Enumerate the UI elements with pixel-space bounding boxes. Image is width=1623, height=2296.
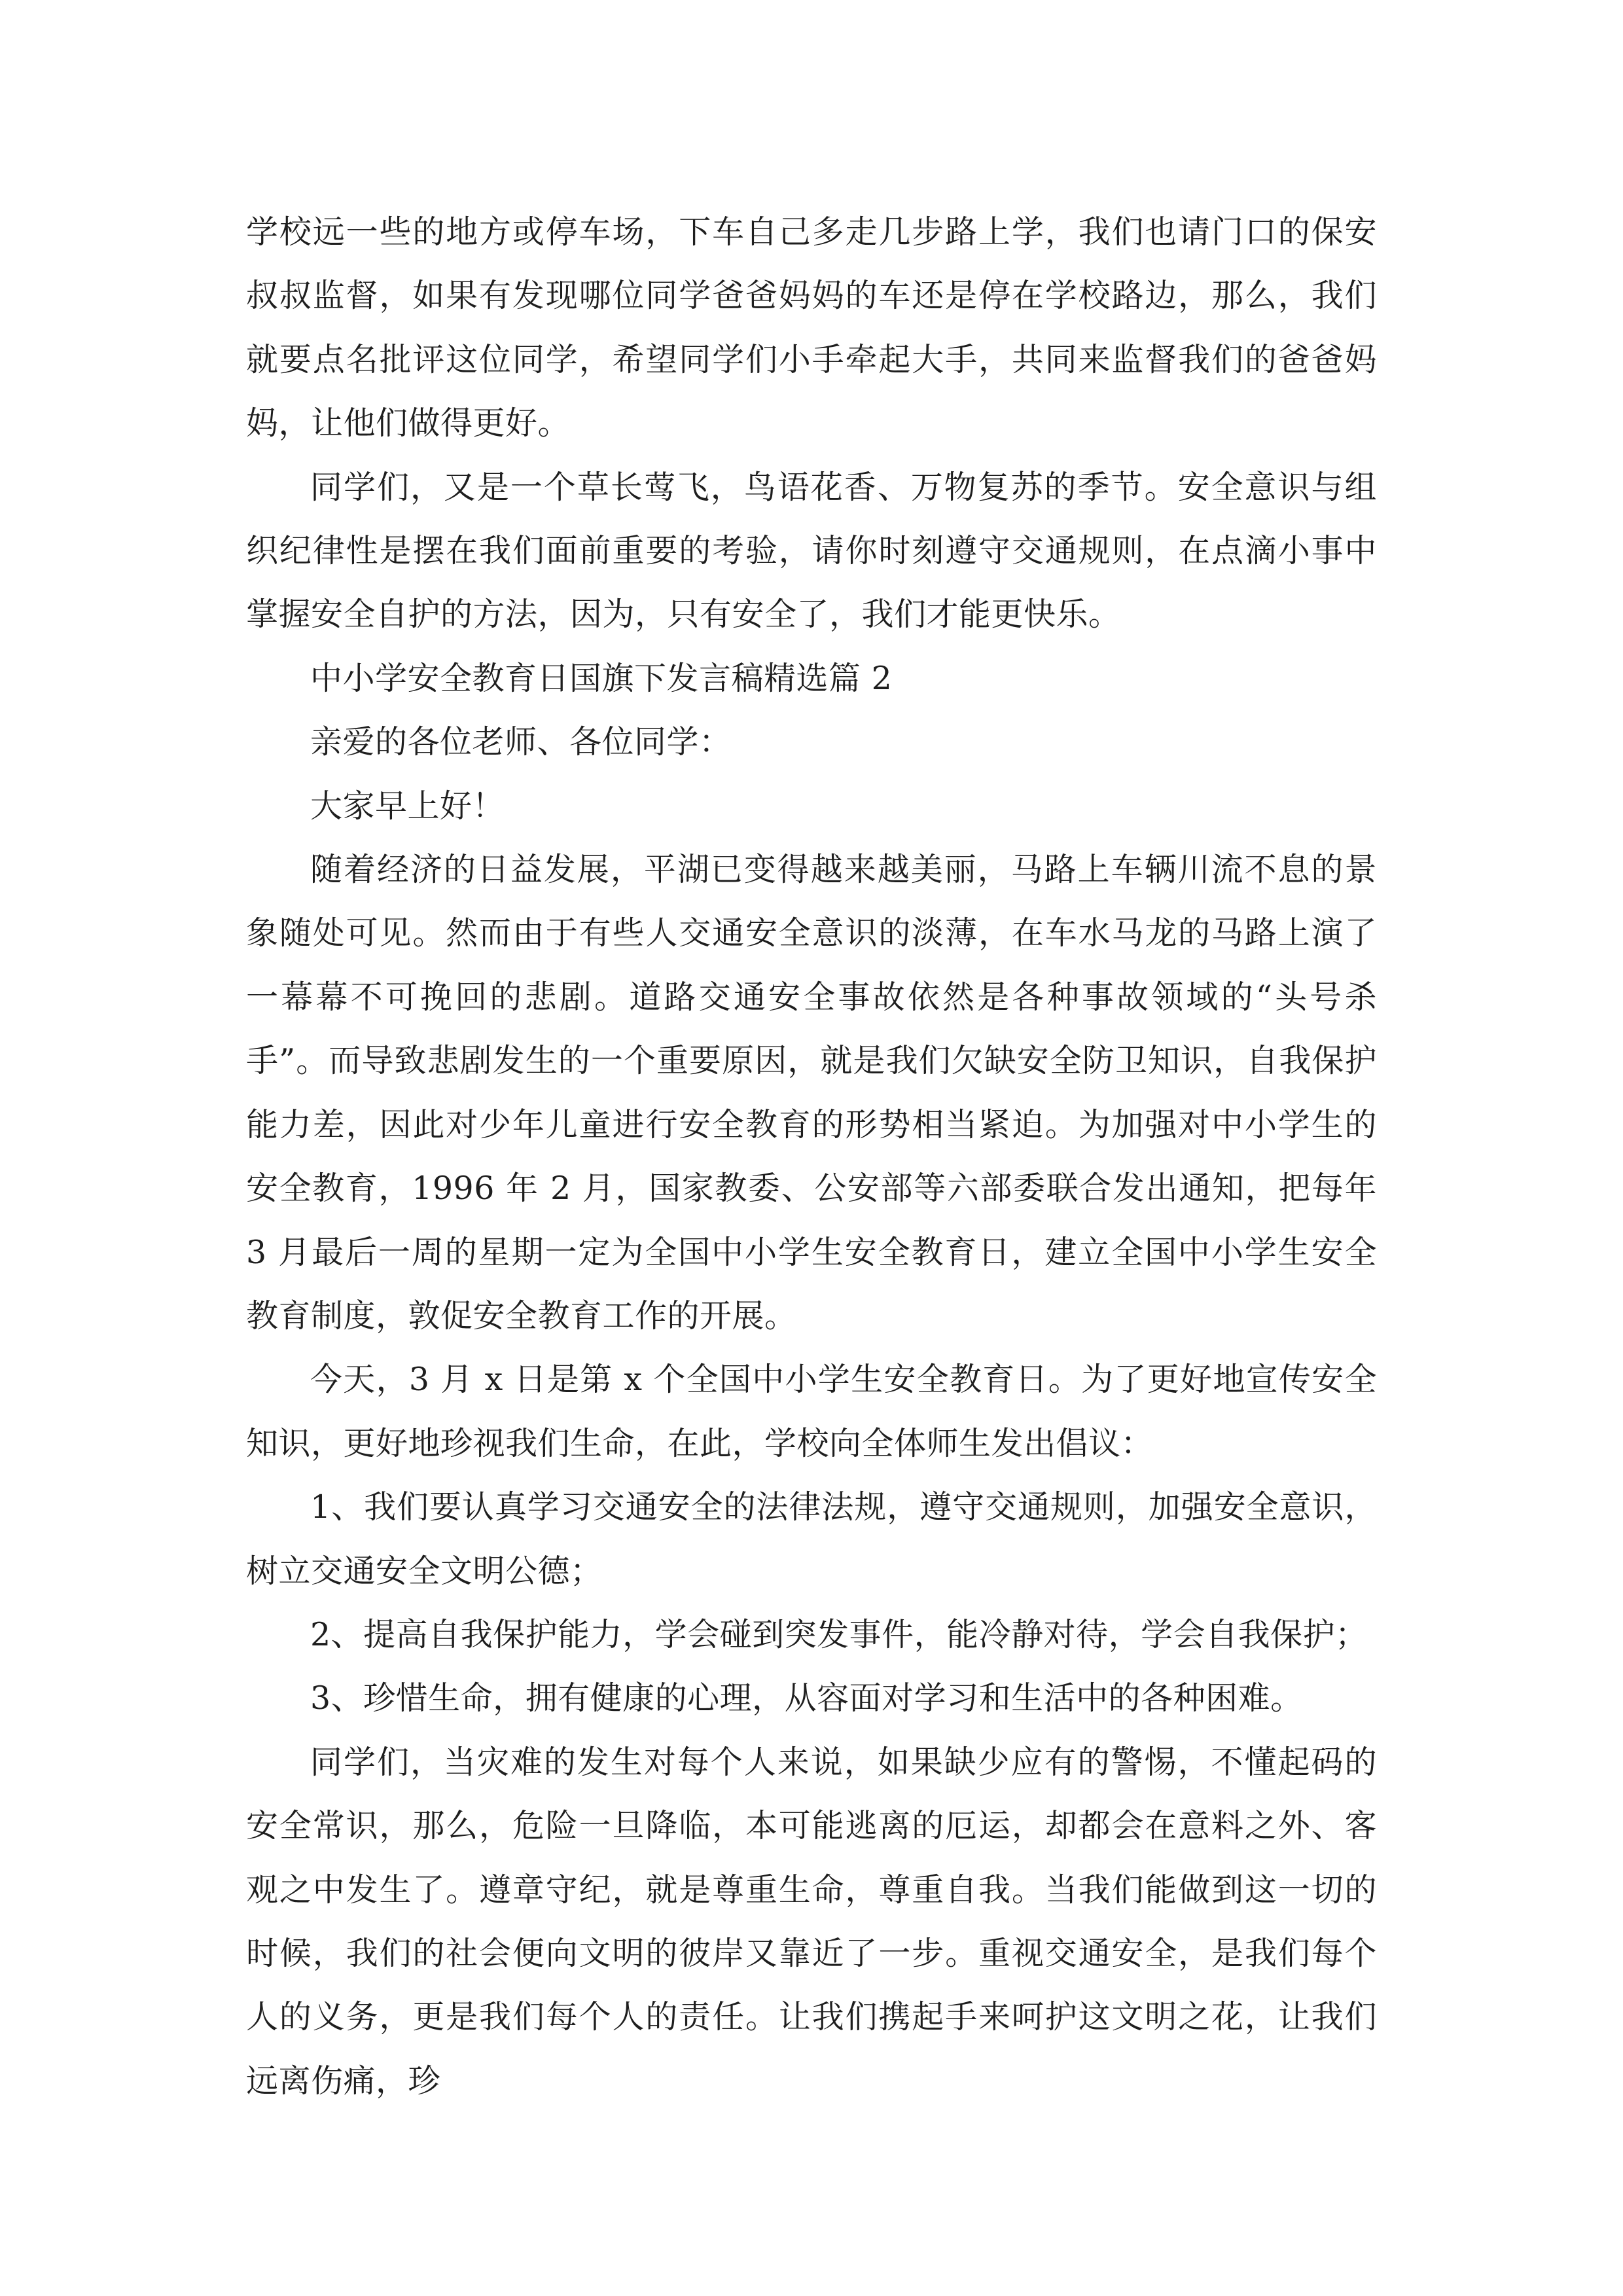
section-heading: 中小学安全教育日国旗下发言稿精选篇 2 xyxy=(310,659,893,697)
list-item: 3、珍惜生命，拥有健康的心理，从容面对学习和生活中的各种困难。 xyxy=(310,1679,1303,1717)
document-body xyxy=(246,200,1377,2113)
paragraph: 同学们，当灾难的发生对每个人来说，如果缺少应有的警惕，不懂起码的安全常识，那么，危险一旦降临，本可能逃离的厄运，却都会在意料之外、客观之中发生了。遵章守纪，就是尊重生命，尊重自我。当我们能做到这一切的时候，我们的社会便向文明的彼岸又靠近了一步。重视交通安全，是我们每个人的义务，更是我们每个人的责任。让我们携起手来呵护这文明之花，让我们远离伤痛，珍 xyxy=(246,1743,1377,2100)
paragraph: 同学们，又是一个草长莺飞，鸟语花香、万物复苏的季节。安全意识与组织纪律性是摆在我们面前重要的考验，请你时刻遵守交通规则，在点滴小事中掌握安全自护的方法，因为，只有安全了，我们才能更快乐。 xyxy=(246,468,1377,634)
paragraph-continued: 学校远一些的地方或停车场，下车自己多走几步路上学，我们也请门口的保安叔叔监督，如果有发现哪位同学爸爸妈妈的车还是停在学校路边，那么，我们就要点名批评这位同学，希望同学们小手牵起大手，共同来监督我们的爸爸妈妈，让他们做得更好。 xyxy=(246,213,1377,442)
paragraph: 随着经济的日益发展，平湖已变得越来越美丽，马路上车辆川流不息的景象随处可见。然而由于有些人交通安全意识的淡薄，在车水马龙的马路上演了一幕幕不可挽回的悲剧。道路交通安全事故依然是各种事故领域的“头号杀手”。而导致悲剧发生的一个重要原因，就是我们欠缺安全防卫知识，自我保护能力差，因此对少年儿童进行安全教育的形势相当紧迫。为加强对中小学生的安全教育，1996 年 2 月，国家教委、公安部等六部委联合发出通知，把每年 3 月最后一周的星期一定为全国中小学生安全教育日，建立全国中小学生安全教育制度，敦促安全教育工作的开展。 xyxy=(246,851,1377,1335)
list-item: 1、我们要认真学习交通安全的法律法规，遵守交通规则，加强安全意识，树立交通安全文明公德； xyxy=(246,1488,1377,1590)
salutation: 亲爱的各位老师、各位同学： xyxy=(310,723,732,761)
list-item: 2、提高自我保护能力，学会碰到突发事件，能冷静对待，学会自我保护； xyxy=(310,1615,1368,1653)
greeting: 大家早上好！ xyxy=(310,787,505,825)
paragraph: 今天，3 月 x 日是第 x 个全国中小学生安全教育日。为了更好地宣传安全知识，更好地珍视我们生命，在此，学校向全体师生发出倡议： xyxy=(246,1361,1377,1462)
